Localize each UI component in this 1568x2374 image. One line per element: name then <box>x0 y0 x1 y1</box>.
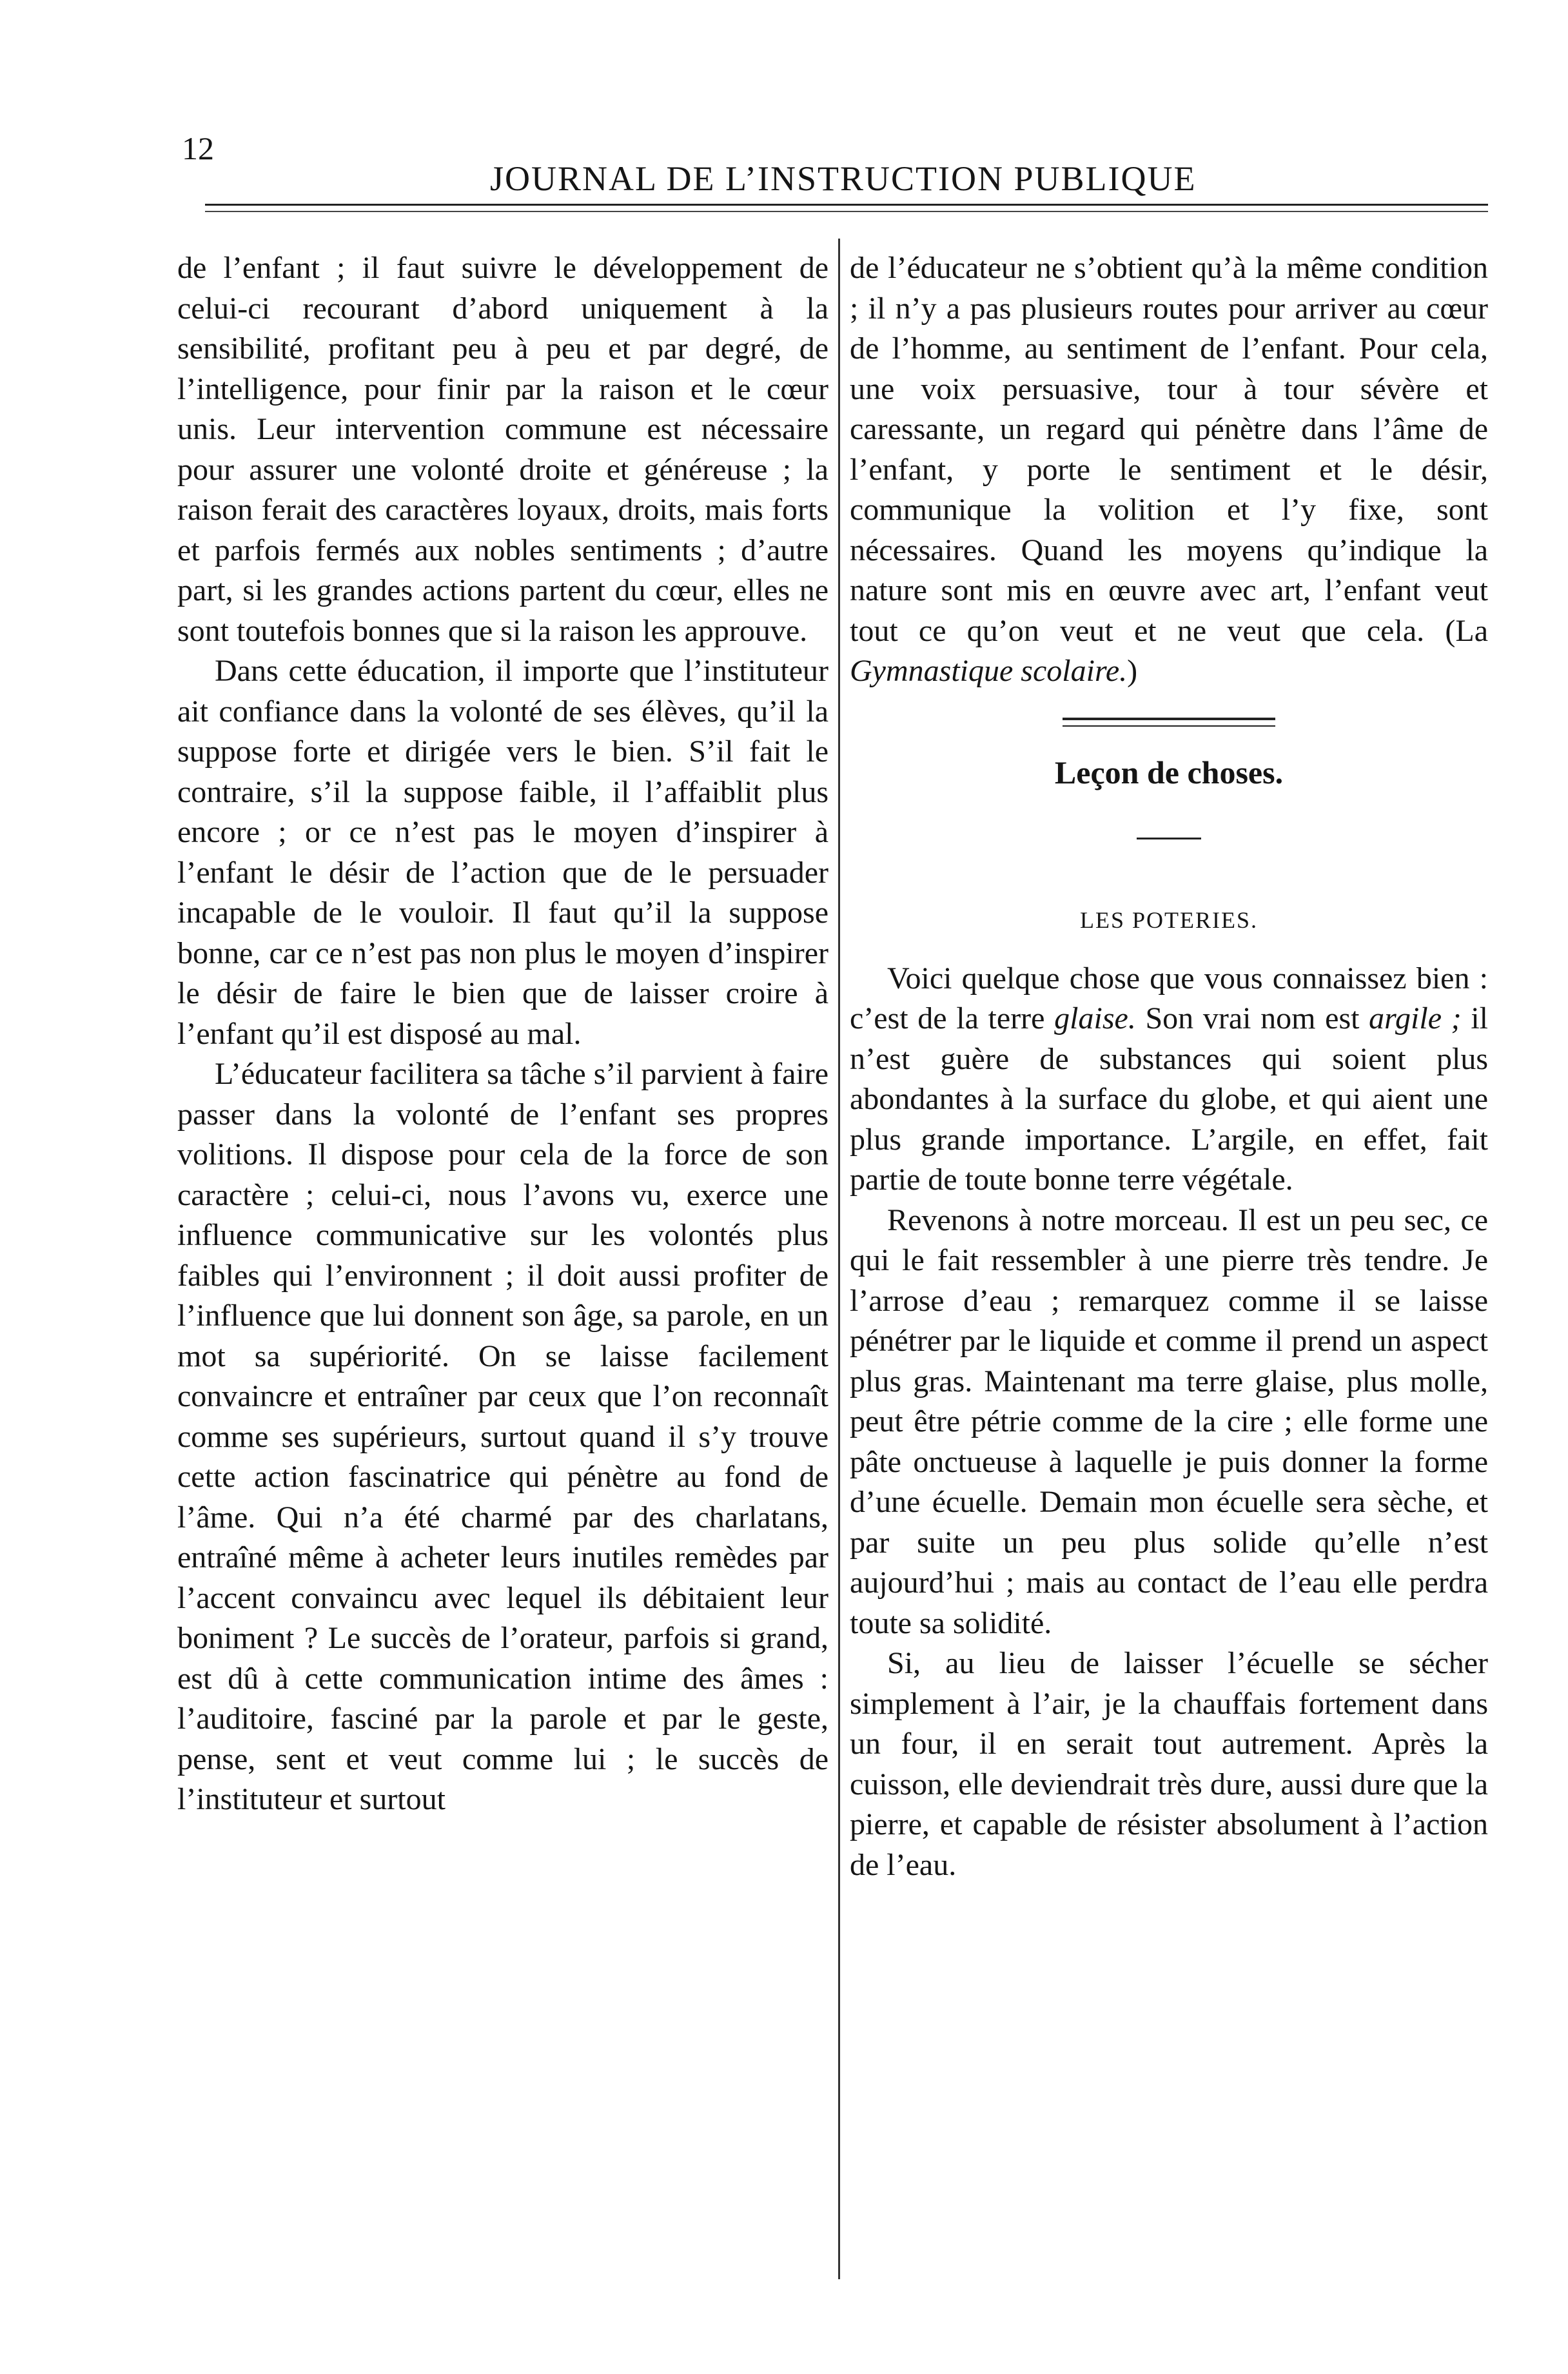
right-paragraph-2 <box>850 959 1488 1201</box>
citation-close: ) <box>1127 654 1138 688</box>
double-rule-thick <box>1063 718 1275 720</box>
lesson-subheading: LES POTERIES. <box>1079 907 1258 933</box>
right-paragraph-1 <box>850 248 1488 692</box>
right-paragraph-3: Revenons à notre morceau. Il est un peu sec, ce qui le fait ressembler à une pierre très tendre. Je l’arrose d’eau ; remarquez comme il se laisse pénétrer par le liquide et comme il prend un aspect plus gras. Maintenant ma terre glaise, plus molle, peut être pétrie comme de la cire ; elle forme une pâte onctueuse à laquelle je puis donner la forme d’une écuelle. Demain mon écuelle sera sèche, et par suite un peu plus solide qu’elle n’est aujourd’hui ; mais au contact de l’eau elle perdra toute sa solidité. <box>850 1202 1488 1640</box>
left-paragraph-2: Dans cette éducation, il importe que l’instituteur ait confiance dans la volonté de ses élèves, qu’il la suppose forte et dirigée vers le bien. S’il fait le contraire, s’il la suppose faible, il l’affaiblit plus encore ; or ce n’est pas le moyen d’inspirer à l’enfant le désir de l’action que de le persuader incapable de le vouloir. Il faut qu’il la suppose bonne, car ce n’est pas non plus le moyen d’inspirer le désir de faire le bien que de laisser croire à l’enfant qu’il est disposé au mal. <box>177 654 828 1051</box>
lesson-title: Leçon de choses. <box>1054 754 1284 790</box>
page-number: 12 <box>182 130 214 166</box>
left-paragraph-1: de l’enfant ; il faut suivre le développement de celui-ci recourant d’abord uniquement à la sensibilité, profitant peu à peu et par degré, de l’intelligence, pour finir par la raison et le cœur unis. Leur intervention commune est nécessaire pour assurer une volonté droite et généreuse ; la raison ferait des caractères loyaux, droits, mais forts et parfois fermés aux nobles sentiments ; d’autre part, si les grandes actions partent du cœur, elles ne sont toutefois bonnes que si la raison les approuve. <box>177 251 828 648</box>
right-column <box>850 248 1488 1885</box>
word-argile: argile ; <box>1369 1001 1462 1035</box>
p2-text-b: Son vrai nom est <box>1135 1001 1369 1035</box>
header-rule-thin <box>205 211 1488 212</box>
p2-text-a: Voici quelque chose que vous connaissez bien : c’est de la terre <box>850 961 1488 1035</box>
section-double-rule <box>1063 718 1275 727</box>
short-rule <box>1137 838 1201 839</box>
header-rule <box>205 204 1488 206</box>
left-paragraph-3: L’éducateur facilitera sa tâche s’il parvient à faire passer dans la volonté de l’enfant ses propres volitions. Il dispose pour cela de la force de son caractère ; celui-ci, nous l’avons vu, exerce une influence communicative sur les volontés plus faibles qui l’environnent ; il doit aussi profiter de l’influence que lui donnent son âge, sa parole, en un mot sa supériorité. On se laisse facilement convaincre et entraîner par ceux que l’on reconnaît comme ses supérieurs, surtout quand il s’y trouve cette action fascinatrice qui pénètre au fond de l’âme. Qui n’a été charmé par des charlatans, entraîné même à acheter leurs inutiles remèdes par l’accent convaincu avec lequel ils débitaient leur boniment ? Le succès de l’orateur, parfois si grand, est dû à cette communication intime des âmes : l’auditoire, fasciné par la parole et par le geste, pense, sent et veut comme lui ; le succès de l’instituteur et surtout <box>177 1057 828 1816</box>
source-citation: Gymnastique scolaire. <box>850 654 1128 688</box>
left-column <box>177 248 828 1820</box>
p2-text-c: il n’est guère de substances qui soient plus abondantes à la surface du globe, et qui aient une plus grande importance. L’argile, en effet, fait partie de toute bonne terre végétale. <box>850 1001 1489 1197</box>
word-glaise: glaise. <box>1054 1001 1136 1035</box>
double-rule-thin <box>1063 725 1275 727</box>
column-divider <box>838 239 840 2279</box>
right-paragraph-1-text: de l’éducateur ne s’obtient qu’à la même condition ; il n’y a pas plusieurs routes pour arriver au cœur de l’homme, au sentiment de l’enfant. Pour cela, une voix persuasive, tour à tour sévère et caressante, un regard qui pénètre dans l’âme de l’enfant, y porte le sentiment et le désir, communique la volition et l’y fixe, sont nécessaires. Quand les moyens qu’indique la nature sont mis en œuvre avec art, l’enfant veut tout ce qu’on veut et ne veut que cela. (La <box>850 251 1488 648</box>
running-head: JOURNAL DE L’INSTRUCTION PUBLIQUE <box>490 159 1197 198</box>
right-paragraph-4: Si, au lieu de laisser l’écuelle se sécher simplement à l’air, je la chauffais fortement dans un four, il en serait tout autrement. Après la cuisson, elle deviendrait très dure, aussi dure que la pierre, et capable de résister absolument à l’action de l’eau. <box>850 1646 1488 1882</box>
